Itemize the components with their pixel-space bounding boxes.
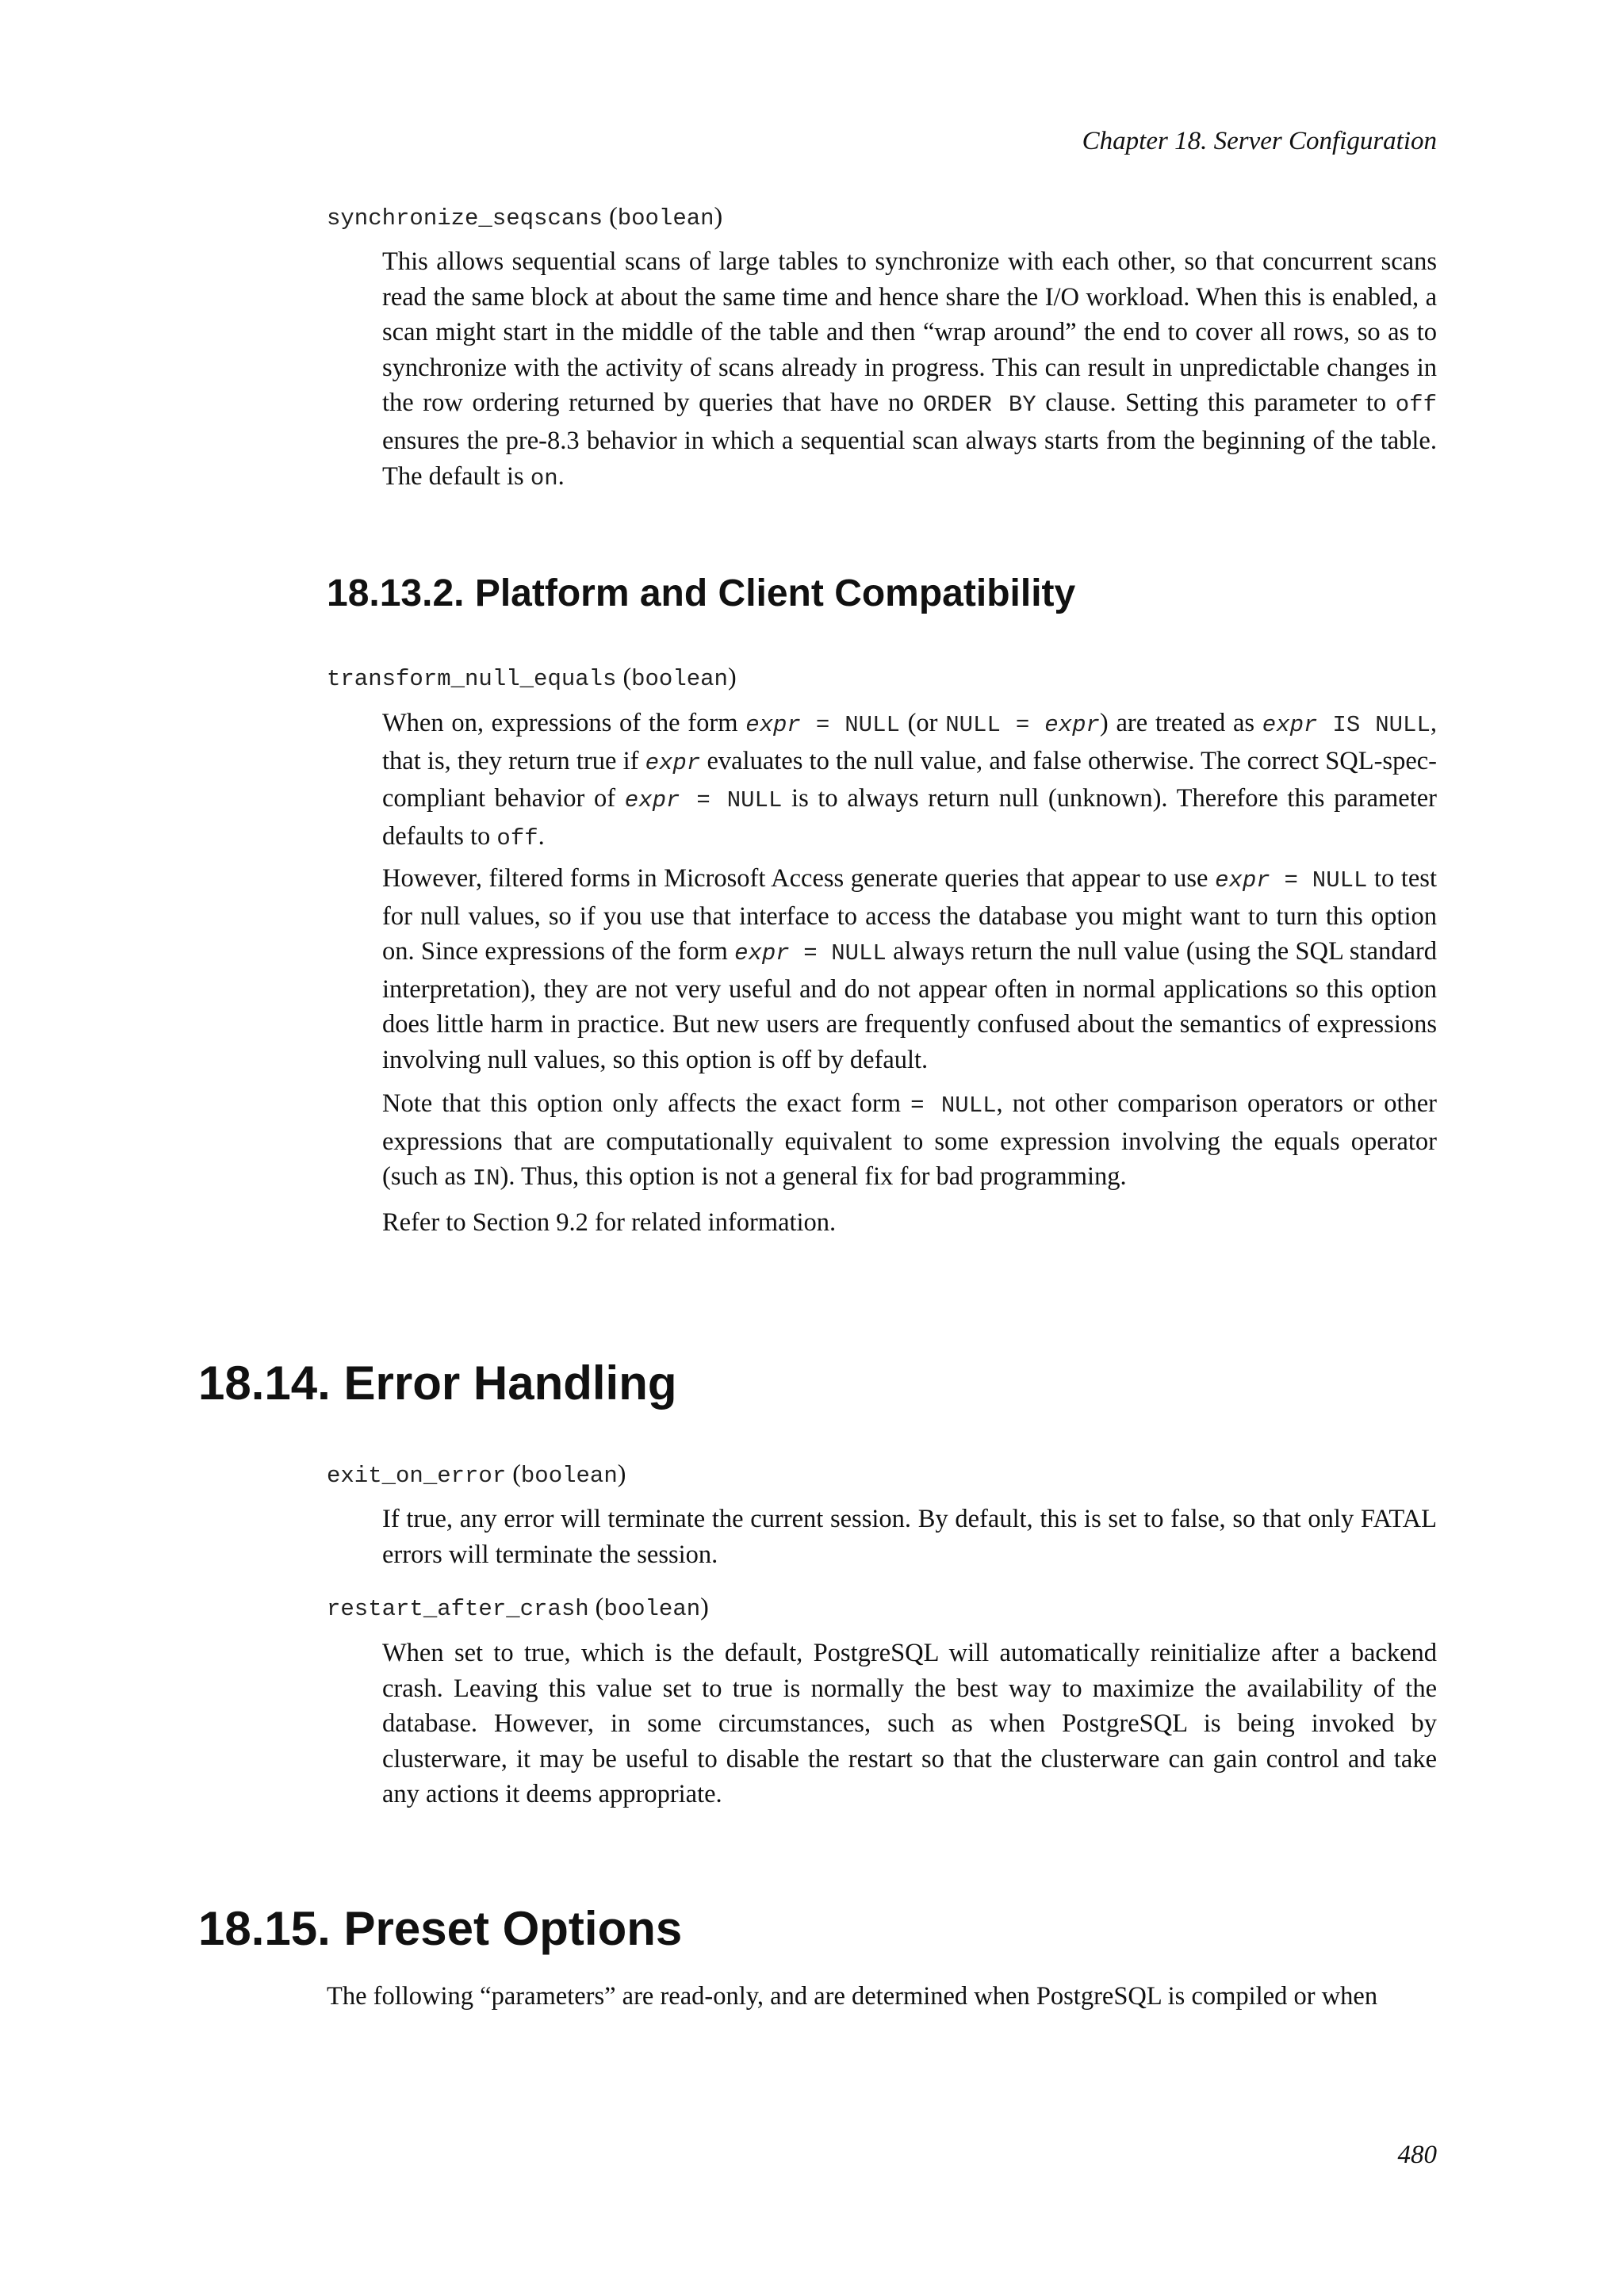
code-run: = NULL (1270, 867, 1368, 894)
page-number: 480 (1397, 2141, 1437, 2169)
text-run: This allows sequential scans of large tables to synchronize with each other, so that concurrent scans read the same block at about the same time and hence share the I/O workload. When this is enabled, a scan might start in the middle of the table and then “wrap around” the end to cover all rows, so as to synchronize with the activity of scans already in progress. This can result in unpredictable changes in the row ordering returned by queries that have no (382, 247, 1437, 418)
param-name: transform_null_equals (327, 666, 617, 692)
code-run: = NULL (910, 1093, 997, 1119)
text-run: to test for null values, so if you use that interface to access the database you might want to turn this option on. Since expressions of the form (382, 864, 1437, 966)
param-type: boolean (520, 1463, 618, 1489)
section-heading-18-13-2: 18.13.2. Platform and Client Compatibility (327, 572, 1076, 614)
code-italic-run: expr (1215, 867, 1270, 894)
param-term-transform-null-equals: transform_null_equals (boolean) (327, 662, 737, 692)
code-run: = NULL (789, 940, 887, 967)
code-italic-run: expr (624, 787, 680, 814)
text-run: Note that this option only affects the exact form (382, 1089, 911, 1118)
param-term-exit-on-error: exit_on_error (boolean) (327, 1459, 626, 1489)
text-run: When on, expressions of the form (382, 709, 746, 737)
param-desc-transform-null-equals-2 (382, 861, 1437, 1078)
text-run: . (538, 821, 545, 851)
code-run: IN (472, 1165, 500, 1192)
param-name: synchronize_seqscans (327, 205, 603, 232)
code-italic-run: expr (1262, 712, 1318, 738)
text-run: . (557, 461, 565, 491)
code-run: off (1395, 392, 1437, 419)
param-desc-restart-after-crash: When set to true, which is the default, PostgreSQL will automatically reinitialize after a backend crash. Leaving this value set to true is normally the best way to maximize the availability of the database. However, in some circumstances, such as when PostgreSQL is being invoked by clusterware, it may be useful to disable the restart so that the clusterware can gain control and take any actions it deems appropriate. (382, 1639, 1437, 1809)
code-run: off (496, 825, 538, 851)
text-run: ). Thus, this option is not a general fix for bad programming. (500, 1162, 1127, 1192)
code-run: = NULL (680, 787, 783, 814)
param-term-restart-after-crash: restart_after_crash (boolean) (327, 1592, 709, 1622)
param-type: boolean (617, 205, 714, 232)
code-italic-run: expr (745, 712, 801, 738)
text-run: always return the null value (using the SQL standard interpretation), they are not very useful and do not appear often in normal applications so this option does little harm in practice. But new users are frequently confused about the semantics of expressions involving null values, so this option is off by default. (382, 937, 1437, 1074)
code-italic-run: expr (1044, 712, 1100, 738)
section-intro-18-15: The following “parameters” are read-only, and are determined when PostgreSQL is compiled or when (327, 1982, 1378, 2011)
param-name: restart_after_crash (327, 1596, 589, 1622)
section-heading-18-15: 18.15. Preset Options (198, 1902, 683, 1955)
param-term-synchronize-seqscans: synchronize_seqscans (boolean) (327, 201, 723, 232)
text-run: However, filtered forms in Microsoft Access generate queries that appear to use (382, 864, 1216, 893)
text-run: (or (899, 709, 946, 737)
text-run: is to always return null (unknown). Therefore this parameter defaults to (382, 784, 1437, 851)
code-italic-run: expr (645, 749, 701, 776)
param-type: boolean (603, 1596, 701, 1622)
param-desc-synchronize-seqscans (382, 244, 1437, 496)
code-run: IS NULL (1317, 712, 1431, 738)
param-desc-transform-null-equals-1 (382, 706, 1437, 856)
param-type: boolean (631, 666, 728, 692)
text-run: , that is, they return true if (382, 709, 1437, 775)
text-run: clause. Setting this parameter to (1036, 388, 1396, 418)
param-desc-exit-on-error: If true, any error will terminate the current session. By default, this is set to false, so that only FATAL errors will terminate the session. (382, 1505, 1437, 1569)
section-heading-18-14: 18.14. Error Handling (198, 1357, 677, 1410)
code-italic-run: expr (734, 940, 790, 967)
param-desc-transform-null-equals-3 (382, 1086, 1437, 1197)
code-run: on (530, 465, 558, 492)
param-desc-transform-null-equals-4: Refer to Section 9.2 for related information. (382, 1208, 837, 1237)
running-header: Chapter 18. Server Configuration (1082, 127, 1437, 155)
code-run: ORDER BY (922, 392, 1036, 419)
text-run: , not other comparison operators or other expressions that are computationally equivalent to some expression involving the equals operator (such as (382, 1089, 1437, 1192)
text-run: ) are treated as (1099, 709, 1262, 737)
text-run: evaluates to the null value, and false otherwise. The correct SQL-spec-compliant behavior of (382, 746, 1437, 813)
code-run: NULL = (945, 712, 1045, 738)
text-run: ensures the pre-8.3 behavior in which a sequential scan always starts from the beginning of the table. The default is (382, 426, 1437, 491)
param-name: exit_on_error (327, 1463, 507, 1489)
code-run: = NULL (800, 712, 900, 738)
